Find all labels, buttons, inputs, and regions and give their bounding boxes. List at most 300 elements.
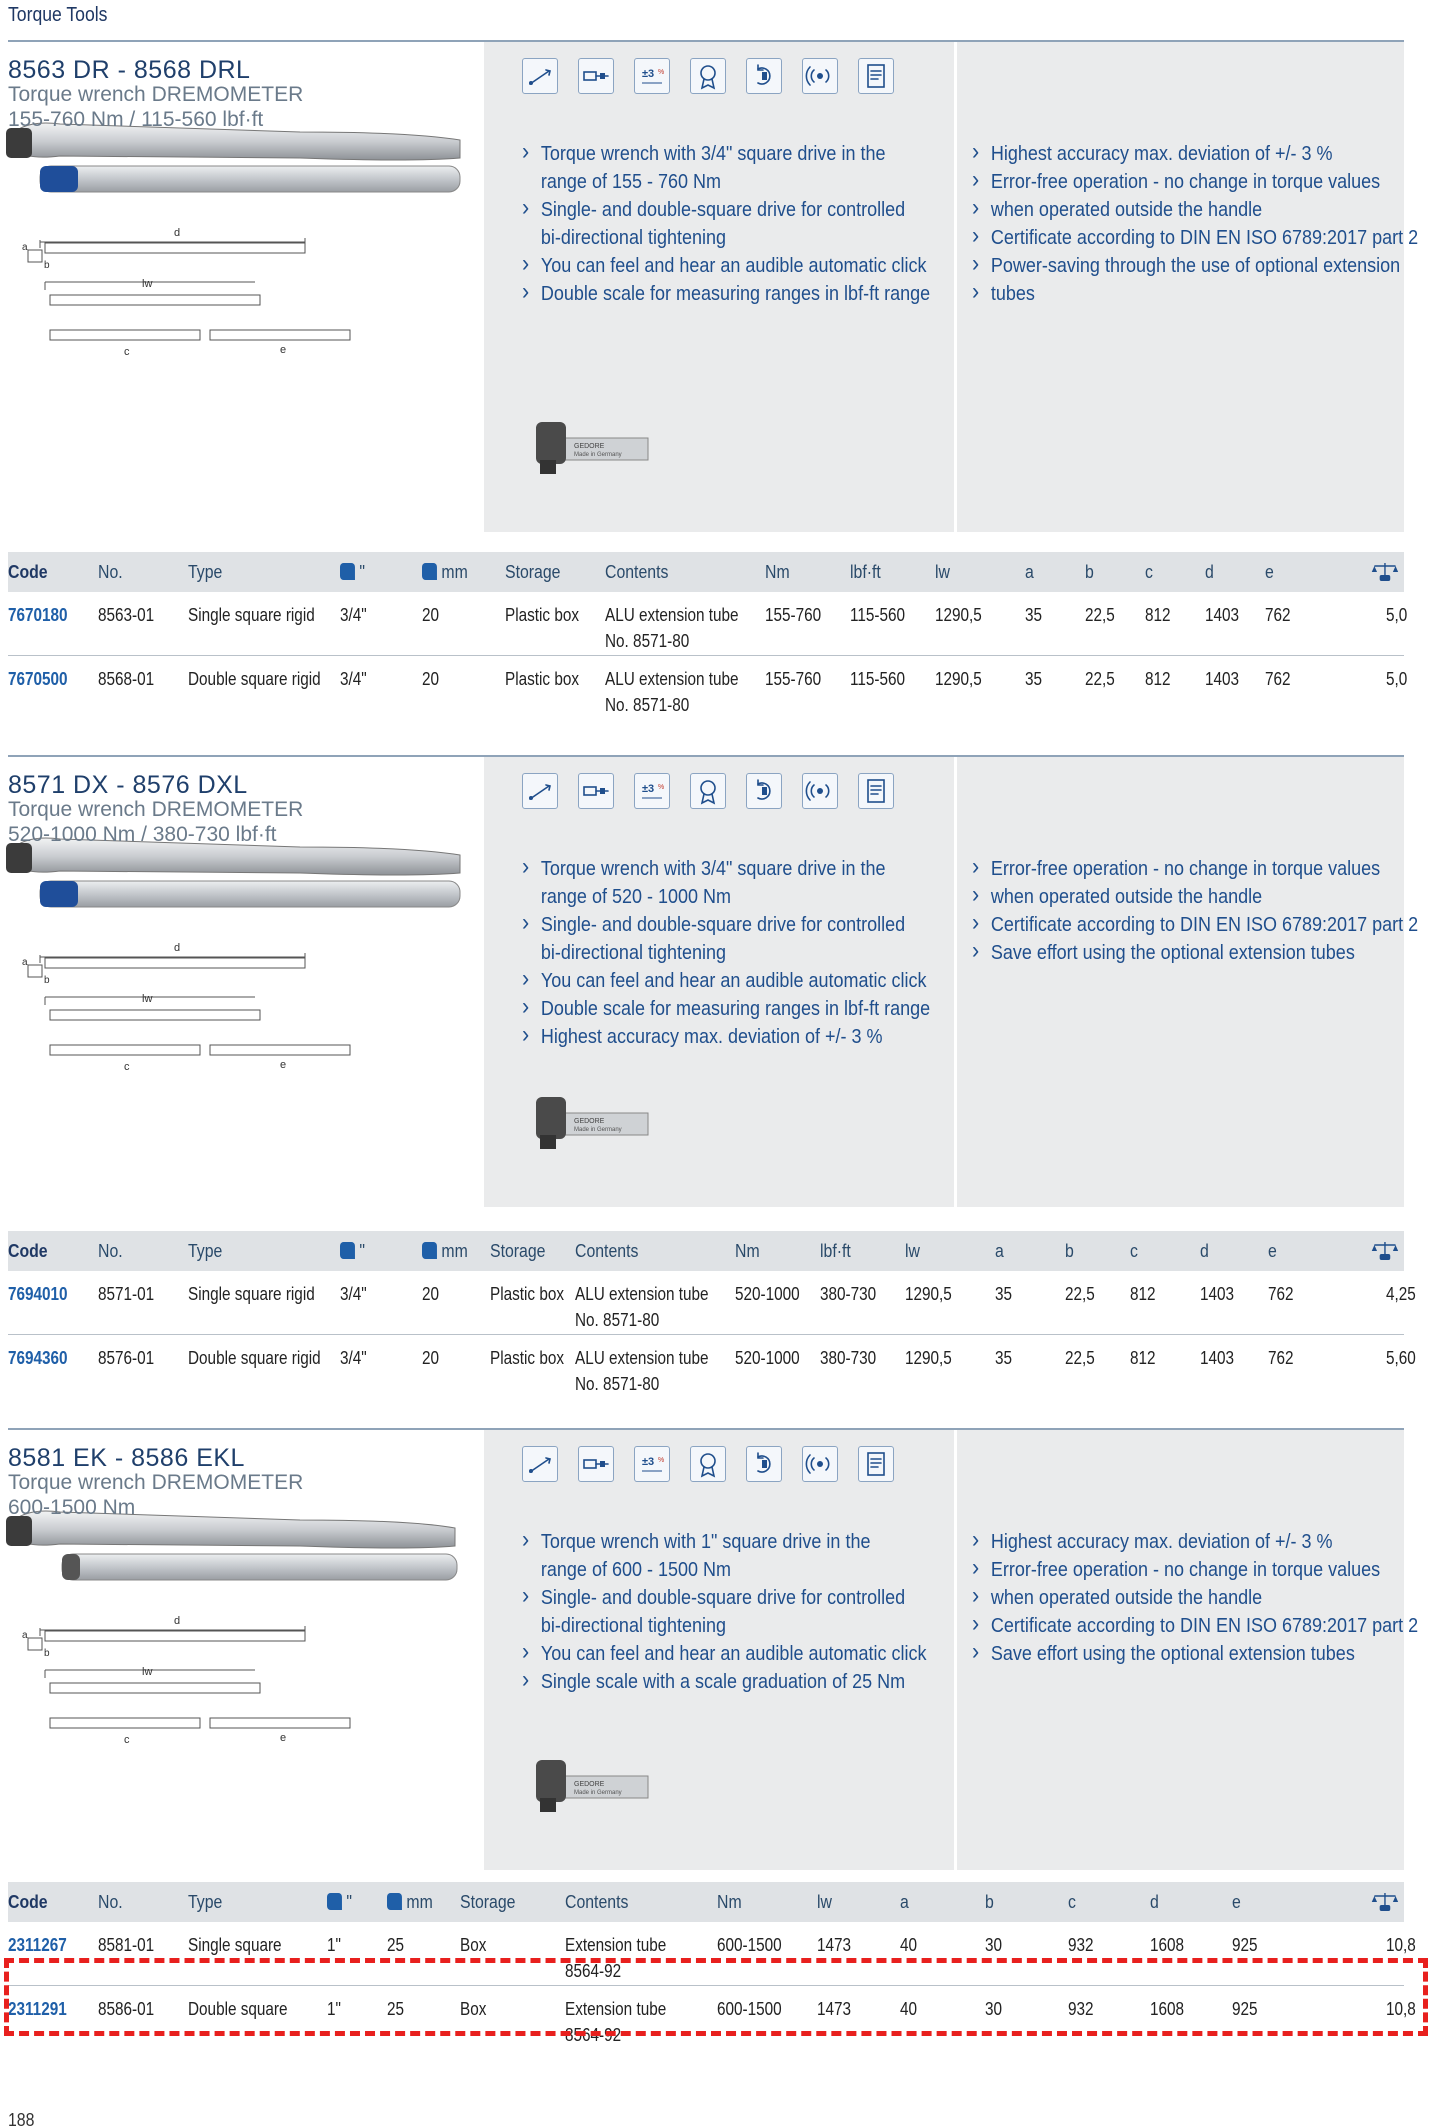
column-header-storage [505, 562, 560, 583]
cell-nm: 600-1500 [717, 1935, 782, 1955]
column-header-code [8, 562, 48, 583]
svg-text:lw: lw [142, 1666, 153, 1678]
square-drive-icon [327, 1893, 342, 1910]
sound-icon [802, 58, 838, 94]
column-header-lw-label: lw [935, 562, 950, 582]
cell-contents [605, 602, 739, 654]
spec-table-header [8, 552, 1404, 592]
svg-text:Made in Germany: Made in Germany [574, 1127, 622, 1133]
feature-list-right [972, 1528, 1432, 1668]
cell-b: 30 [985, 1935, 1003, 1955]
column-header-drive-mm-label: mm [441, 562, 468, 582]
column-header-drive-inch [340, 562, 365, 583]
sound-icon [802, 773, 838, 809]
column-header-d-label: d [1205, 562, 1214, 582]
feature-item: range of 520 - 1000 Nm [540, 886, 732, 908]
feature-item: › Save effort using the optional extension tubes [972, 1640, 1418, 1668]
column-header-lbfft [850, 562, 881, 583]
cell-code[interactable]: 7670180 [8, 605, 68, 625]
svg-text:d: d [174, 942, 181, 954]
cell-contents-line2: 8564-92 [565, 2025, 622, 2045]
square-drive-icon [578, 58, 614, 94]
column-header-d [1200, 1241, 1209, 1262]
cell-code[interactable]: 2311267 [8, 1935, 67, 1955]
svg-text:e: e [280, 1732, 287, 1744]
svg-text:e: e [280, 344, 287, 356]
feature-item: range of 600 - 1500 Nm [540, 1559, 732, 1581]
column-header-c [1068, 1892, 1076, 1913]
column-header-nm [765, 562, 790, 583]
feature-item: › Single- and double-square drive for controlled [522, 1584, 926, 1612]
cell-d: 1403 [1205, 605, 1240, 625]
svg-text:%: % [658, 1457, 665, 1464]
document-icon [858, 58, 894, 94]
sound-icon [802, 1446, 838, 1482]
column-header-storage-label: Storage [460, 1892, 516, 1912]
cell-no: 8586-01 [98, 1999, 155, 2019]
cell-e: 925 [1232, 1935, 1258, 1955]
column-header-e [1268, 1241, 1277, 1262]
cell-code[interactable]: 7670500 [8, 669, 68, 689]
column-header-type [188, 562, 222, 583]
product-name: Torque wrench DREMOMETER [8, 798, 304, 821]
column-header-d [1205, 562, 1214, 583]
feature-item: › Certificate according to DIN EN ISO 6789:2017 part 2 [972, 911, 1418, 939]
wrench-click-icon [522, 773, 558, 809]
column-header-c-label: c [1130, 1241, 1138, 1261]
cell-type: Double square rigid [188, 1348, 321, 1368]
svg-text:d: d [174, 227, 181, 239]
svg-text:b: b [44, 975, 50, 986]
column-header-drive-inch-label: " [359, 1241, 365, 1261]
column-header-b-label: b [985, 1892, 994, 1912]
svg-text:a: a [22, 242, 28, 253]
cell-c: 932 [1068, 1935, 1094, 1955]
column-header-type-label: Type [188, 1241, 223, 1261]
cell-c: 812 [1130, 1348, 1156, 1368]
cell-e: 762 [1268, 1348, 1294, 1368]
feature-panel [484, 42, 1419, 532]
column-header-lbfft-label: lbf·ft [820, 1241, 851, 1261]
accuracy-icon [634, 58, 670, 94]
cell-type: Single square [188, 1935, 282, 1955]
cell-contents-line1: ALU extension tube [575, 1348, 709, 1368]
column-header-contents-label: Contents [575, 1241, 639, 1261]
svg-text:%: % [658, 69, 665, 76]
svg-text:a: a [22, 957, 28, 968]
column-header-nm-label: Nm [735, 1241, 760, 1261]
cell-contents [575, 1281, 709, 1333]
column-header-c [1145, 562, 1153, 583]
cell-contents-line2: No. 8571-80 [605, 631, 690, 651]
cell-storage: Plastic box [490, 1348, 564, 1368]
cell-lbfft: 380-730 [820, 1348, 877, 1368]
cell-no: 8563-01 [98, 605, 155, 625]
column-header-code [8, 1241, 48, 1262]
column-header-lw-label: lw [817, 1892, 832, 1912]
column-header-contents [575, 1241, 638, 1262]
product-code: 8563 DR - 8568 DRL [8, 56, 251, 84]
cell-no: 8571-01 [98, 1284, 155, 1304]
svg-text:±3: ±3 [642, 68, 655, 80]
column-header-no-label: No. [98, 1892, 123, 1912]
feature-item: › Certificate according to DIN EN ISO 6789:2017 part 2 [972, 1612, 1418, 1640]
feature-list-left [522, 855, 975, 1051]
rotation-icon [746, 1446, 782, 1482]
weight-scale-icon [1370, 560, 1400, 587]
wrench-head-photo [522, 412, 652, 492]
cell-e: 762 [1265, 605, 1291, 625]
cell-drive-inch: 3/4" [340, 669, 367, 689]
product-code: 8571 DX - 8576 DXL [8, 771, 248, 799]
cell-a: 40 [900, 1935, 918, 1955]
table-row [8, 592, 1408, 656]
cell-c: 932 [1068, 1999, 1094, 2019]
column-header-b [985, 1892, 994, 1913]
column-header-a [900, 1892, 909, 1913]
cell-a: 35 [995, 1284, 1013, 1304]
column-header-lw [935, 562, 950, 583]
column-header-storage [490, 1241, 545, 1262]
cell-d: 1608 [1150, 1999, 1185, 2019]
square-drive-icon [340, 1242, 355, 1259]
cell-lw: 1473 [817, 1935, 852, 1955]
column-header-type-label: Type [188, 1892, 223, 1912]
product-code: 8581 EK - 8586 EKL [8, 1444, 245, 1472]
cell-b: 22,5 [1085, 669, 1115, 689]
cell-b: 22,5 [1065, 1348, 1095, 1368]
svg-text:±3: ±3 [642, 1456, 655, 1468]
feature-item: › Save effort using the optional extension tubes [972, 939, 1418, 967]
cell-contents-line2: 8564-92 [565, 1961, 622, 1981]
column-header-drive-inch-label: " [346, 1892, 352, 1912]
column-header-drive-mm [422, 562, 468, 583]
cell-b: 22,5 [1065, 1284, 1095, 1304]
table-row [8, 656, 1408, 720]
rotation-icon [746, 58, 782, 94]
cell-b: 30 [985, 1999, 1003, 2019]
svg-text:Made in Germany: Made in Germany [574, 1790, 622, 1796]
column-header-d [1150, 1892, 1159, 1913]
weight-scale-icon [1370, 1890, 1400, 1917]
svg-text:c: c [124, 346, 130, 358]
column-header-d-label: d [1150, 1892, 1159, 1912]
cell-storage: Plastic box [505, 669, 579, 689]
column-header-storage [460, 1892, 515, 1913]
feature-item: › when operated outside the handle [972, 1584, 1418, 1612]
cell-a: 35 [1025, 669, 1043, 689]
column-header-nm-label: Nm [765, 562, 790, 582]
wrench-click-icon [522, 58, 558, 94]
column-header-e-label: e [1232, 1892, 1241, 1912]
cell-b: 22,5 [1085, 605, 1115, 625]
cell-contents-line1: ALU extension tube [575, 1284, 709, 1304]
cell-d: 1403 [1205, 669, 1240, 689]
feature-list-left [522, 1528, 971, 1696]
cell-lbfft: 380-730 [820, 1284, 877, 1304]
wrench-head-photo [522, 1750, 652, 1830]
column-header-storage-label: Storage [490, 1241, 546, 1261]
column-header-contents [605, 562, 668, 583]
cell-weight: 5,0 [1386, 605, 1408, 625]
column-header-lw [905, 1241, 920, 1262]
cell-contents-line1: ALU extension tube [605, 605, 739, 625]
column-header-type [188, 1241, 222, 1262]
cell-no: 8568-01 [98, 669, 155, 689]
cell-a: 35 [995, 1348, 1013, 1368]
column-header-a [1025, 562, 1034, 583]
column-header-d-label: d [1200, 1241, 1209, 1261]
column-header-no-label: No. [98, 562, 123, 582]
column-header-a-label: a [1025, 562, 1034, 582]
feature-panel [484, 757, 1419, 1207]
cell-code[interactable]: 2311291 [8, 1999, 67, 2019]
cell-contents [605, 666, 739, 718]
feature-item: › Torque wrench with 3/4" square drive in the [522, 140, 930, 168]
cell-contents-line1: ALU extension tube [605, 669, 739, 689]
column-header-e-label: e [1265, 562, 1274, 582]
cell-nm: 155-760 [765, 669, 822, 689]
svg-text:Made in Germany: Made in Germany [574, 452, 622, 458]
cell-weight: 4,25 [1386, 1284, 1416, 1304]
highlighted-row-marker [4, 1958, 1428, 2036]
cell-nm: 520-1000 [735, 1284, 800, 1304]
column-header-lbfft-label: lbf·ft [850, 562, 881, 582]
cell-contents-line2: No. 8571-80 [575, 1374, 660, 1394]
cell-weight: 10,8 [1386, 1999, 1416, 2019]
cell-lw: 1290,5 [935, 669, 982, 689]
table-row [8, 1271, 1416, 1335]
cell-drive-mm: 25 [387, 1999, 405, 2019]
feature-item: › Double scale for measuring ranges in lbf-ft range [522, 995, 930, 1023]
cell-storage: Plastic box [490, 1284, 564, 1304]
square-drive-icon [422, 563, 437, 580]
weight-scale-icon [1370, 1239, 1400, 1266]
wrench-head-photo [522, 1087, 652, 1167]
feature-list-left [522, 140, 975, 308]
wrench-click-icon [522, 1446, 558, 1482]
svg-text:a: a [22, 1630, 28, 1641]
column-header-no [98, 1241, 123, 1262]
certificate-icon [690, 773, 726, 809]
svg-text:%: % [658, 784, 665, 791]
svg-text:c: c [124, 1734, 130, 1746]
column-header-a-label: a [900, 1892, 909, 1912]
column-header-b [1085, 562, 1094, 583]
cell-nm: 155-760 [765, 605, 822, 625]
product-section [0, 1428, 1432, 2050]
cell-e: 762 [1268, 1284, 1294, 1304]
cell-no: 8576-01 [98, 1348, 155, 1368]
cell-c: 812 [1145, 669, 1171, 689]
cell-drive-mm: 25 [387, 1935, 405, 1955]
cell-type: Single square rigid [188, 1284, 315, 1304]
cell-d: 1403 [1200, 1348, 1235, 1368]
column-header-code [8, 1892, 48, 1913]
column-header-b-label: b [1065, 1241, 1074, 1261]
feature-item: › You can feel and hear an audible automatic click [522, 967, 930, 995]
cell-drive-inch: 3/4" [340, 1348, 367, 1368]
column-header-contents-label: Contents [565, 1892, 629, 1912]
accuracy-icon [634, 1446, 670, 1482]
cell-storage: Plastic box [505, 605, 579, 625]
cell-type: Double square [188, 1999, 288, 2019]
column-header-lw [817, 1892, 832, 1913]
feature-item: › Single scale with a scale graduation of 25 Nm [522, 1668, 926, 1696]
cell-lbfft: 115-560 [850, 605, 906, 625]
svg-text:±3: ±3 [642, 783, 655, 795]
feature-item: › You can feel and hear an audible automatic click [522, 1640, 926, 1668]
column-header-nm-label: Nm [717, 1892, 742, 1912]
spec-table-header [8, 1882, 1404, 1922]
feature-panel [484, 1430, 1419, 1870]
page-header-title: Torque Tools [8, 4, 108, 26]
feature-item: › when operated outside the handle [972, 883, 1418, 911]
table-row [8, 1335, 1416, 1399]
column-header-a [995, 1241, 1004, 1262]
square-drive-icon [422, 1242, 437, 1259]
cell-storage: Box [460, 1935, 487, 1955]
column-header-contents [565, 1892, 628, 1913]
feature-item: › Single- and double-square drive for controlled [522, 911, 930, 939]
feature-item: › when operated outside the handle [972, 196, 1418, 224]
svg-text:GEDORE: GEDORE [574, 1118, 605, 1125]
feature-item: › Error-free operation - no change in torque values [972, 168, 1418, 196]
cell-drive-inch: 1" [327, 1999, 341, 2019]
cell-drive-inch: 3/4" [340, 605, 367, 625]
column-header-a-label: a [995, 1241, 1004, 1261]
svg-text:b: b [44, 1648, 50, 1659]
cell-lw: 1290,5 [935, 605, 982, 625]
column-header-c-label: c [1068, 1892, 1076, 1912]
feature-item: › Highest accuracy max. deviation of +/- 3 % [972, 1528, 1418, 1556]
column-header-drive-inch-label: " [359, 562, 365, 582]
column-header-drive-inch [340, 1241, 365, 1262]
cell-drive-mm: 20 [422, 1348, 440, 1368]
accuracy-icon [634, 773, 670, 809]
cell-code[interactable]: 7694360 [8, 1348, 68, 1368]
cell-c: 812 [1145, 605, 1171, 625]
column-header-code-label: Code [8, 1892, 48, 1912]
svg-text:e: e [280, 1059, 287, 1071]
column-header-lbfft [820, 1241, 851, 1262]
cell-e: 925 [1232, 1999, 1258, 2019]
svg-text:lw: lw [142, 993, 153, 1005]
square-drive-icon [387, 1893, 402, 1910]
column-header-drive-mm [422, 1241, 468, 1262]
product-name: Torque wrench DREMOMETER [8, 83, 304, 106]
document-icon [858, 1446, 894, 1482]
cell-nm: 520-1000 [735, 1348, 800, 1368]
cell-a: 35 [1025, 605, 1043, 625]
cell-type: Single square rigid [188, 605, 315, 625]
cell-drive-inch: 3/4" [340, 1284, 367, 1304]
cell-c: 812 [1130, 1284, 1156, 1304]
cell-lbfft: 115-560 [850, 669, 906, 689]
cell-lw: 1290,5 [905, 1348, 952, 1368]
cell-contents-line1: Extension tube [565, 1999, 667, 2019]
cell-contents-line1: Extension tube [565, 1935, 667, 1955]
certificate-icon [690, 1446, 726, 1482]
cell-contents-line2: No. 8571-80 [575, 1310, 660, 1330]
svg-text:d: d [174, 1615, 181, 1627]
column-header-no [98, 1892, 123, 1913]
svg-text:b: b [44, 260, 50, 271]
cell-storage: Box [460, 1999, 487, 2019]
feature-item: › Certificate according to DIN EN ISO 6789:2017 part 2 [972, 224, 1418, 252]
feature-item: › Error-free operation - no change in torque values [972, 1556, 1418, 1584]
cell-drive-mm: 20 [422, 605, 440, 625]
cell-lw: 1290,5 [905, 1284, 952, 1304]
product-range: 155-760 Nm / 115-560 lbf·ft [8, 108, 264, 131]
feature-item: › You can feel and hear an audible automatic click [522, 252, 930, 280]
svg-text:lw: lw [142, 278, 153, 290]
cell-code[interactable]: 7694010 [8, 1284, 68, 1304]
feature-item: › Single- and double-square drive for controlled [522, 196, 930, 224]
column-header-c [1130, 1241, 1138, 1262]
column-header-type [188, 1892, 222, 1913]
rotation-icon [746, 773, 782, 809]
feature-item: range of 155 - 760 Nm [540, 171, 722, 193]
cell-weight: 5,60 [1386, 1348, 1416, 1368]
column-header-drive-mm-label: mm [406, 1892, 433, 1912]
feature-item: bi-directional tightening [540, 227, 727, 249]
cell-nm: 600-1500 [717, 1999, 782, 2019]
cell-contents [575, 1345, 709, 1397]
feature-item: › Highest accuracy max. deviation of +/- 3 % [972, 140, 1418, 168]
feature-item: › Torque wrench with 3/4" square drive in the [522, 855, 930, 883]
product-section [0, 40, 1432, 720]
column-header-nm [735, 1241, 760, 1262]
feature-item: bi-directional tightening [540, 942, 727, 964]
column-header-b [1065, 1241, 1074, 1262]
page-number: 188 [8, 2110, 35, 2126]
cell-lw: 1473 [817, 1999, 852, 2019]
cell-drive-mm: 20 [422, 1284, 440, 1304]
column-header-e [1232, 1892, 1241, 1913]
column-header-nm [717, 1892, 742, 1913]
cell-e: 762 [1265, 669, 1291, 689]
square-drive-icon [578, 773, 614, 809]
square-drive-icon [340, 563, 355, 580]
column-header-e-label: e [1268, 1241, 1277, 1261]
feature-list-right [972, 140, 1432, 308]
cell-drive-mm: 20 [422, 669, 440, 689]
column-header-c-label: c [1145, 562, 1153, 582]
column-header-lw-label: lw [905, 1241, 920, 1261]
cell-weight: 10,8 [1386, 1935, 1416, 1955]
cell-a: 40 [900, 1999, 918, 2019]
column-header-no [98, 562, 123, 583]
feature-item: › Highest accuracy max. deviation of +/- 3 % [522, 1023, 930, 1051]
column-header-drive-mm-label: mm [441, 1241, 468, 1261]
feature-item: › Double scale for measuring ranges in lbf-ft range [522, 280, 930, 308]
product-range: 600-1500 Nm [8, 1496, 136, 1519]
document-icon [858, 773, 894, 809]
column-header-no-label: No. [98, 1241, 123, 1261]
certificate-icon [690, 58, 726, 94]
feature-item: › Error-free operation - no change in torque values [972, 855, 1418, 883]
cell-type: Double square rigid [188, 669, 321, 689]
column-header-e [1265, 562, 1274, 583]
column-header-type-label: Type [188, 562, 223, 582]
feature-item: › Torque wrench with 1" square drive in the [522, 1528, 926, 1556]
square-drive-icon [578, 1446, 614, 1482]
cell-d: 1403 [1200, 1284, 1235, 1304]
spec-table-header [8, 1231, 1404, 1271]
feature-item: bi-directional tightening [540, 1615, 727, 1637]
column-header-code-label: Code [8, 1241, 48, 1261]
